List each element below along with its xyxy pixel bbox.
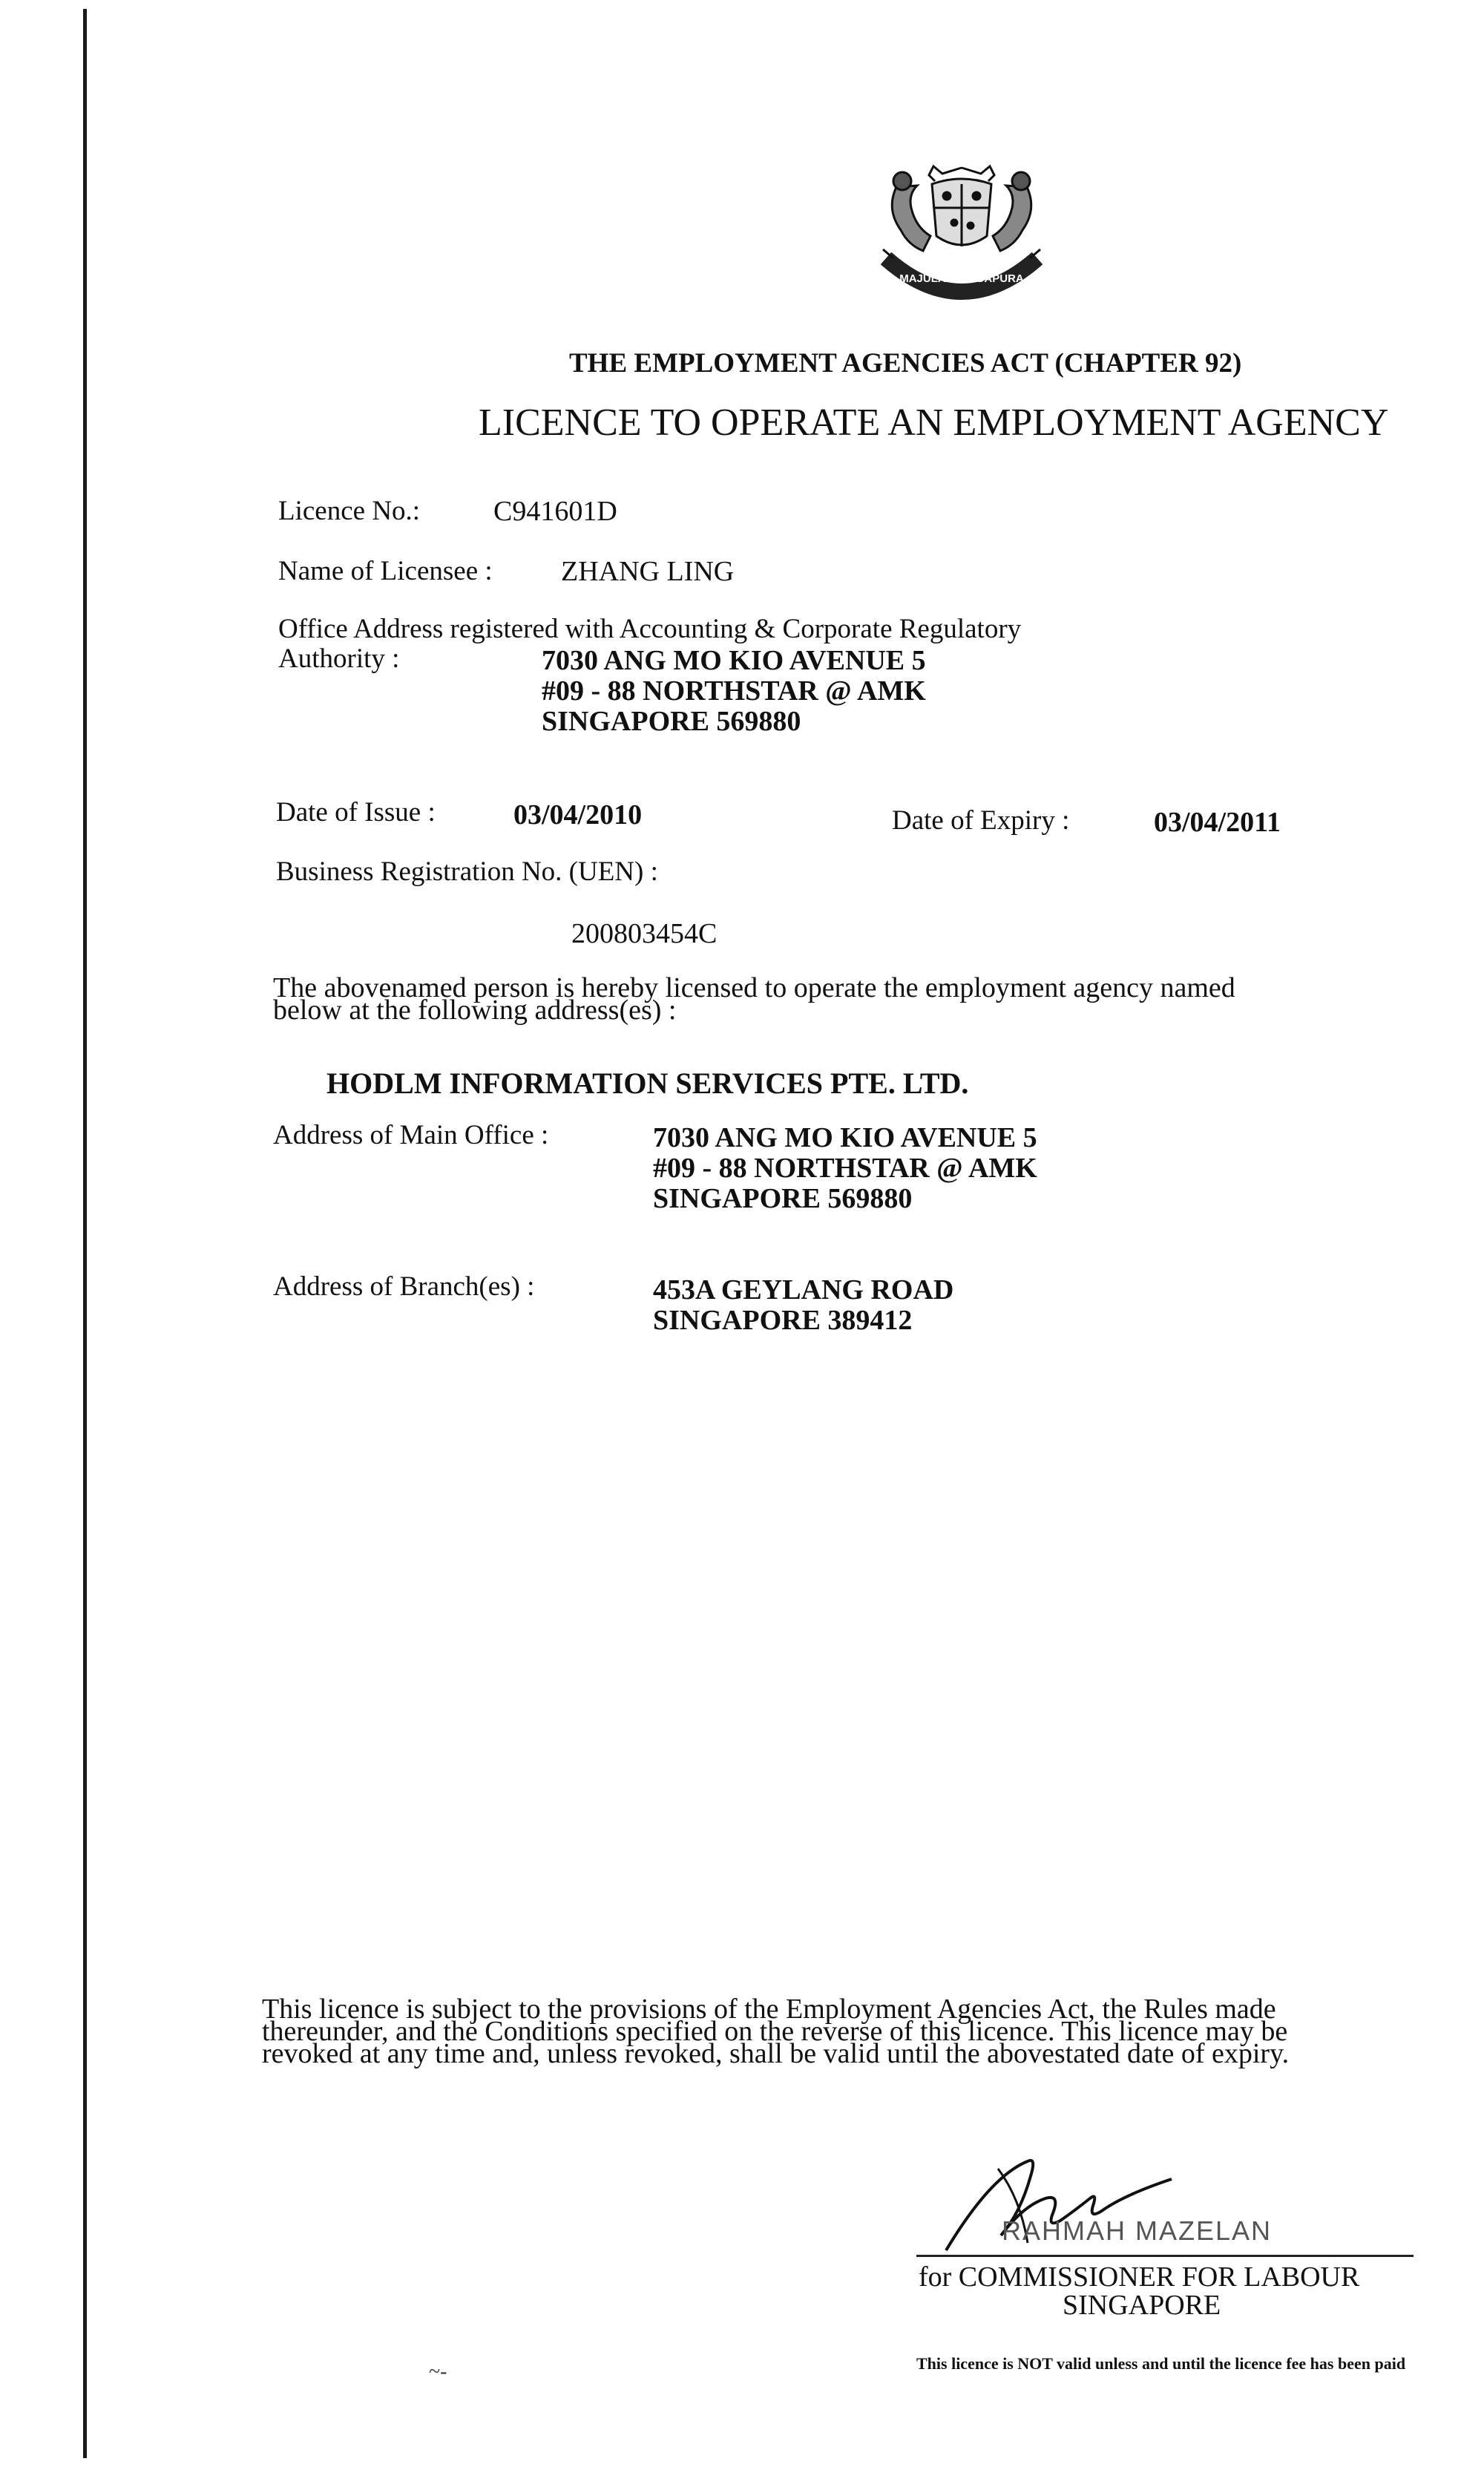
statement-line: The abovenamed person is hereby licensed to operate the employment agency named: [273, 972, 1235, 1003]
branch-address: [653, 1275, 953, 1336]
branch-label: Address of Branch(es) :: [273, 1271, 535, 1302]
act-title: THE EMPLOYMENT AGENCIES ACT (CHAPTER 92): [569, 348, 1242, 379]
expiry-date-label: Date of Expiry :: [892, 805, 1070, 836]
scan-mark: ~-: [429, 2360, 447, 2383]
expiry-date: 03/04/2011: [1154, 807, 1281, 838]
signatory-name: RAHMAH MAZELAN: [1002, 2215, 1273, 2246]
address-line: SINGAPORE 569880: [653, 1183, 913, 1214]
office-address-label: Office Address registered with Accounting & Corporate Regulatory: [278, 614, 1022, 644]
statement-line: revoked at any time and, unless revoked, shall be valid until the abovestated date of expiry.: [262, 2038, 1290, 2069]
licensed-statement: [273, 972, 1401, 1026]
address-line: #09 - 88 NORTHSTAR @ AMK: [542, 675, 926, 707]
crest-motto: MAJULAH SINGAPURA: [899, 272, 1024, 285]
uen-number: 200803454C: [571, 918, 718, 949]
signatory-title: for COMMISSIONER FOR LABOUR: [919, 2261, 1360, 2293]
address-line: SINGAPORE 569880: [542, 706, 801, 737]
document-title: LICENCE TO OPERATE AN EMPLOYMENT AGENCY: [479, 402, 1389, 444]
address-line: 7030 ANG MO KIO AVENUE 5: [653, 1122, 1037, 1153]
statement-line: below at the following address(es) :: [273, 995, 677, 1026]
fee-note: This licence is NOT valid unless and until the licence fee has been paid: [916, 2354, 1406, 2373]
uen-label: Business Registration No. (UEN) :: [276, 856, 658, 887]
address-line: 453A GEYLANG ROAD: [653, 1274, 954, 1306]
statement-line: This licence is subject to the provisions of the Employment Agencies Act, the Rules made: [262, 1994, 1276, 2025]
address-line: SINGAPORE 389412: [653, 1305, 913, 1336]
address-line: 7030 ANG MO KIO AVENUE 5: [542, 645, 926, 676]
main-office-address: [653, 1123, 1037, 1214]
licensee-name: ZHANG LING: [561, 556, 735, 587]
licence-number: C941601D: [493, 496, 617, 527]
signature-line: [916, 2255, 1414, 2257]
registered-office-address: [542, 646, 926, 737]
scan-edge-line: [83, 9, 87, 2458]
singapore-crest-icon: [867, 154, 1057, 318]
provisions-statement: [262, 1994, 1442, 2069]
address-line: #09 - 88 NORTHSTAR @ AMK: [653, 1153, 1037, 1184]
licence-number-label: Licence No.:: [278, 496, 421, 526]
issue-date-label: Date of Issue :: [276, 797, 436, 828]
signatory-location: SINGAPORE: [1063, 2290, 1221, 2321]
office-address-label-line2: Authority :: [278, 643, 400, 674]
agency-name: HODLM INFORMATION SERVICES PTE. LTD.: [326, 1067, 969, 1100]
main-office-label: Address of Main Office :: [273, 1120, 549, 1150]
issue-date: 03/04/2010: [513, 799, 643, 831]
statement-line: thereunder, and the Conditions specified on the reverse of this licence. This licence may be: [262, 2016, 1288, 2047]
licensee-label: Name of Licensee :: [278, 556, 493, 586]
